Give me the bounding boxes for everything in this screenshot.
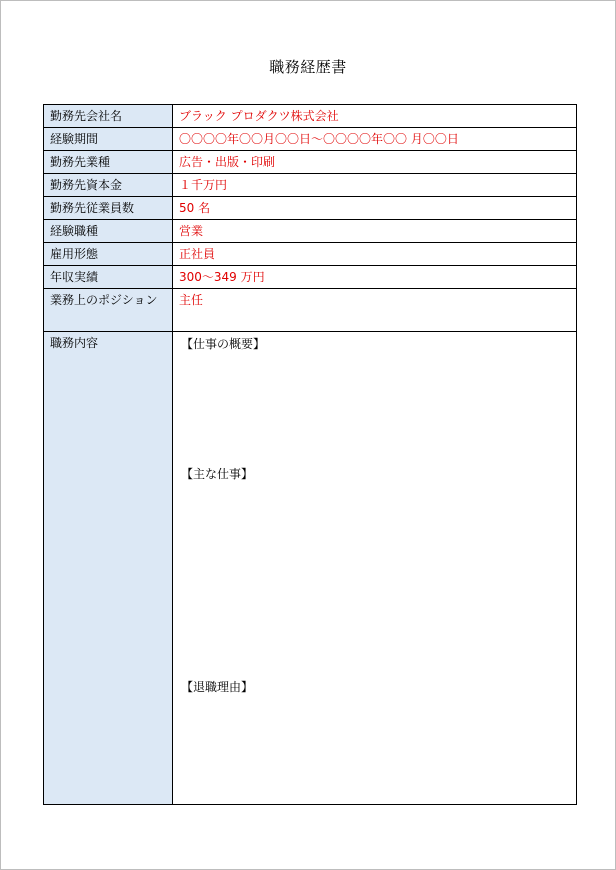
table-row-industry xyxy=(44,151,577,174)
section-overview-heading: 【仕事の概要】 xyxy=(181,337,266,351)
table-row-employees xyxy=(44,197,577,220)
row-value[interactable]: 正社員 xyxy=(173,243,577,266)
row-value[interactable]: １千万円 xyxy=(173,174,577,197)
row-label: 雇用形態 xyxy=(44,243,173,266)
document-title: 職務経歴書 xyxy=(269,58,347,76)
row-label: 職務内容 xyxy=(44,332,173,805)
row-value[interactable]: 主任 xyxy=(173,289,577,332)
section-reason-heading: 【退職理由】 xyxy=(181,680,254,694)
row-label: 業務上のポジション xyxy=(44,289,173,332)
row-value[interactable]: 50 名 xyxy=(173,197,577,220)
row-label: 勤務先会社名 xyxy=(44,105,173,128)
career-history-table xyxy=(43,104,577,805)
row-label: 勤務先資本金 xyxy=(44,174,173,197)
row-label: 経験職種 xyxy=(44,220,173,243)
section-main-heading: 【主な仕事】 xyxy=(181,467,254,481)
row-value[interactable]: ブラック プロダクツ株式会社 xyxy=(173,105,577,128)
row-label: 勤務先業種 xyxy=(44,151,173,174)
table-row-duties xyxy=(44,332,577,805)
table-row-capital xyxy=(44,174,577,197)
row-value[interactable]: 営業 xyxy=(173,220,577,243)
table-row-employment xyxy=(44,243,577,266)
table-row-job-type xyxy=(44,220,577,243)
duties-content[interactable] xyxy=(173,332,577,805)
table-row-position xyxy=(44,289,577,332)
row-value[interactable]: 広告・出版・印刷 xyxy=(173,151,577,174)
row-value[interactable]: 〇〇〇〇年〇〇月〇〇日～〇〇〇〇年〇〇 月〇〇日 xyxy=(173,128,577,151)
row-label: 年収実績 xyxy=(44,266,173,289)
row-label: 勤務先従業員数 xyxy=(44,197,173,220)
table-row-company xyxy=(44,105,577,128)
table-row-period xyxy=(44,128,577,151)
row-value[interactable]: 300～349 万円 xyxy=(173,266,577,289)
table-row-income xyxy=(44,266,577,289)
row-label: 経験期間 xyxy=(44,128,173,151)
